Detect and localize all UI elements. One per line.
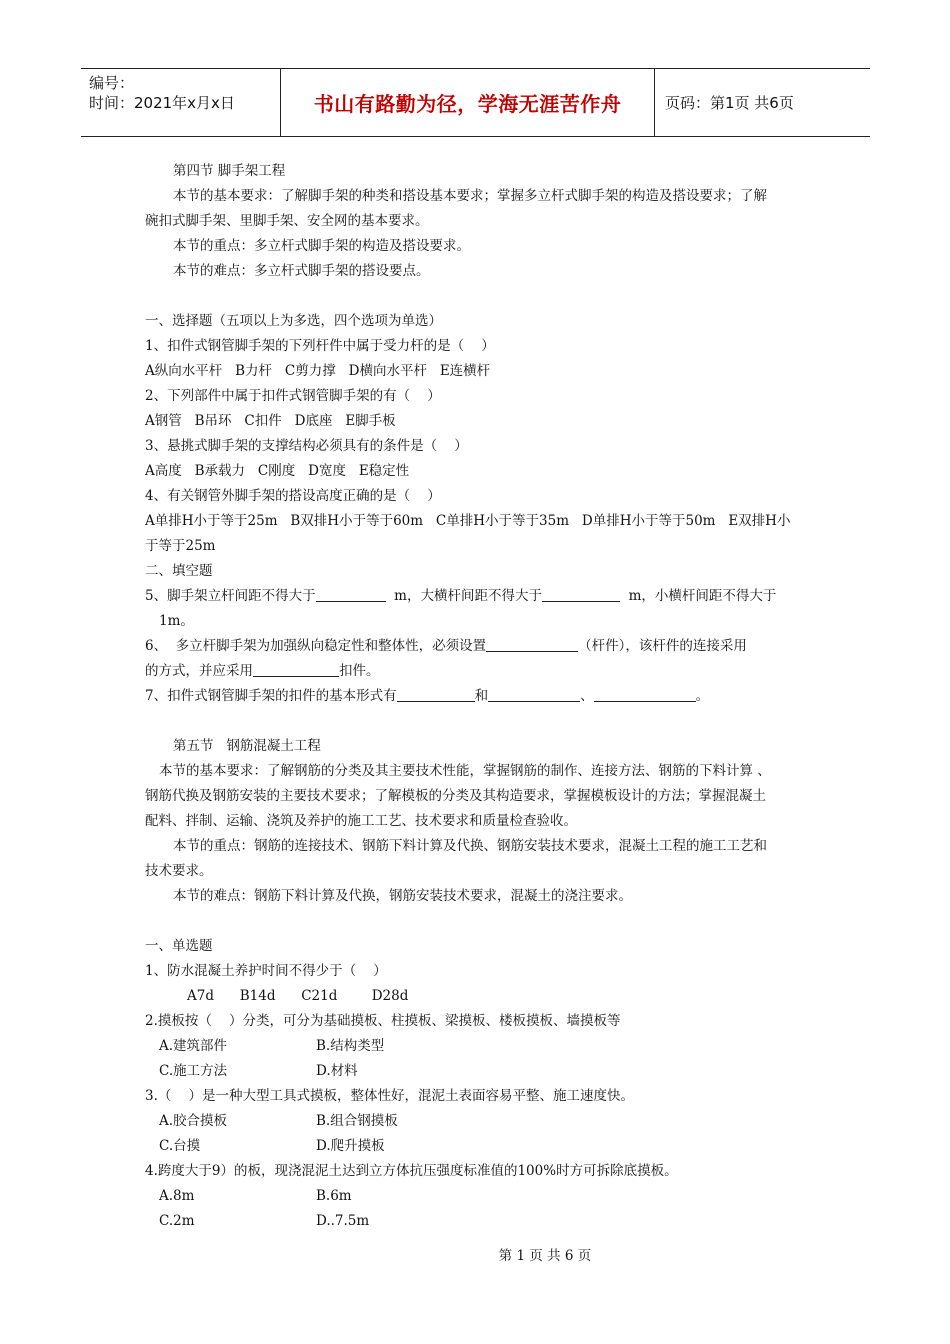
single-choice-title: 一、单选题 <box>145 938 213 954</box>
q7-text-b: 和 <box>474 688 489 704</box>
q7-blank-1[interactable] <box>397 686 475 702</box>
question-2: 2、下列部件中属于扣件式钢管脚手架的有（ ） <box>145 388 441 404</box>
section4-req-line2: 碗扣式脚手架、里脚手架、安全网的基本要求。 <box>145 213 429 229</box>
section5-req-line3: 配料、拌制、运输、浇筑及养护的施工工艺、技术要求和质量检查验收。 <box>145 813 577 829</box>
option-c: C.台摸 <box>159 1138 201 1154</box>
choice-section-title: 一、选择题（五项以上为多选，四个选项为单选） <box>145 313 442 329</box>
header-motto: 书山有路勤为径，学海无涯苦作舟 <box>281 69 655 136</box>
s5-question-3: 3.（ ）是一种大型工具式摸板，整体性好，混泥土表面容易平整、施工速度快。 <box>145 1088 635 1104</box>
question-3: 3、悬挑式脚手架的支撑结构必须具有的条件是（ ） <box>145 438 468 454</box>
section5-req-line2: 钢筋代换及钢筋安装的主要技术要求；了解模板的分类及其构造要求，掌握模板设计的方法；掌握混凝土 <box>145 788 766 804</box>
option-a: A.胶合摸板 <box>159 1113 228 1129</box>
section5-key-line1: 本节的重点：钢筋的连接技术、钢筋下料计算及代换、钢筋安装技术要求，混凝土工程的施工工艺和 <box>173 838 767 854</box>
s5-q3-options-row1 <box>145 1109 815 1134</box>
question-5 <box>145 584 815 609</box>
s5-question-1-options: A7d B14d C21d D28d <box>187 988 409 1004</box>
question-3-options: A高度 B承载力 C刚度 D宽度 E稳定性 <box>145 463 410 479</box>
q6-text-b: （杆件），该杆件的连接采用 <box>578 638 747 654</box>
question-5-cont: 1m。 <box>159 613 194 629</box>
section4-req-line1: 本节的基本要求：了解脚手架的种类和搭设基本要求；掌握多立杆式脚手架的构造及搭设要求；了解 <box>173 188 767 204</box>
document-body <box>145 159 815 1234</box>
option-d: D.材料 <box>316 1063 358 1079</box>
question-4-options-line2: 于等于25m <box>145 538 216 554</box>
section5-req-line1: 本节的基本要求：了解钢筋的分类及其主要技术性能，掌握钢筋的制作、连接方法、钢筋的下料计算 、 <box>159 763 771 779</box>
q5-blank-2[interactable] <box>542 586 620 602</box>
q6-blank-2[interactable] <box>253 661 339 677</box>
section5-difficulties: 本节的难点：钢筋下料计算及代换，钢筋安装技术要求，混凝土的浇注要求。 <box>173 888 632 904</box>
page-header <box>81 68 870 137</box>
question-2-options: A钢管 B吊环 C扣件 D底座 E脚手板 <box>145 413 396 429</box>
section4-key-points: 本节的重点：多立杆式脚手架的构造及搭设要求。 <box>173 238 470 254</box>
header-number: 编号： <box>89 74 135 92</box>
section4-difficulties: 本节的难点：多立杆式脚手架的搭设要点。 <box>173 263 430 279</box>
page-footer: 第 1 页 共 6 页 <box>498 1248 592 1264</box>
option-c: C.施工方法 <box>159 1063 228 1079</box>
question-6 <box>145 634 815 659</box>
q7-blank-2[interactable] <box>488 686 580 702</box>
q5-text-a: 5、脚手架立杆间距不得大于 <box>145 588 316 604</box>
s5-q4-options-row1 <box>145 1184 815 1209</box>
question-6-cont <box>145 659 815 684</box>
s5-q2-options-row2 <box>145 1059 815 1084</box>
option-d: D..7.5m <box>316 1213 370 1229</box>
q6-text-a: 6、 多立杆脚手架为加强纵向稳定性和整体性，必须设置 <box>145 638 487 654</box>
q7-blank-3[interactable] <box>594 686 696 702</box>
q5-text-b: m，大横杆间距不得大于 <box>385 588 542 604</box>
s5-q2-options-row1 <box>145 1034 815 1059</box>
question-1-options: A纵向水平杆 B力杆 C剪力撑 D横向水平杆 E连横杆 <box>145 363 491 379</box>
option-c: C.2m <box>159 1213 195 1229</box>
question-7 <box>145 684 815 709</box>
s5-q3-options-row2 <box>145 1134 815 1159</box>
s5-question-2: 2.摸板按（ ）分类，可分为基础摸板、柱摸板、梁摸板、楼板摸板、墙摸板等 <box>145 1013 621 1029</box>
q7-text-c: 、 <box>580 688 594 704</box>
q5-blank-1[interactable] <box>316 586 386 602</box>
q7-text-a: 7、扣件式钢管脚手架的扣件的基本形式有 <box>145 688 397 704</box>
question-4: 4、有关钢管外脚手架的搭设高度正确的是（ ） <box>145 488 441 504</box>
s5-question-4: 4.跨度大于9）的板，现浇混泥土达到立方体抗压强度标准值的100%时方可拆除底摸板。 <box>145 1163 678 1179</box>
option-a: A.8m <box>159 1188 195 1204</box>
option-d: D.爬升摸板 <box>316 1138 385 1154</box>
header-meta <box>81 69 281 136</box>
option-a: A.建筑部件 <box>159 1038 228 1054</box>
q7-text-d: 。 <box>695 688 710 704</box>
section5-key-line2: 技术要求。 <box>145 863 213 879</box>
q6-text-c: 的方式，并应采用 <box>145 663 253 679</box>
option-b: B.结构类型 <box>316 1038 385 1054</box>
q5-text-c: m，小横杆间距不得大于 <box>619 588 777 604</box>
q6-text-d: 扣件。 <box>339 663 380 679</box>
s5-question-1: 1、防水混凝土养护时间不得少于（ ） <box>145 963 387 979</box>
s5-q4-options-row2 <box>145 1209 815 1234</box>
q6-blank-1[interactable] <box>486 636 578 652</box>
question-1: 1、扣件式钢管脚手架的下列杆件中属于受力杆的是（ ） <box>145 338 495 354</box>
header-time: 时间：2021年x月x日 <box>89 94 235 112</box>
section5-title: 第五节 钢筋混凝土工程 <box>173 738 321 754</box>
fill-section-title: 二、填空题 <box>145 563 213 579</box>
section4-title: 第四节 脚手架工程 <box>173 163 286 179</box>
header-page-info: 页码：第1页 共6页 <box>665 94 794 112</box>
option-b: B.组合钢摸板 <box>316 1113 398 1129</box>
option-b: B.6m <box>316 1188 352 1204</box>
question-4-options-line1: A单排H小于等于25m B双排H小于等于60m C单排H小于等于35m D单排H小于等于50m E双排H小 <box>145 513 791 529</box>
